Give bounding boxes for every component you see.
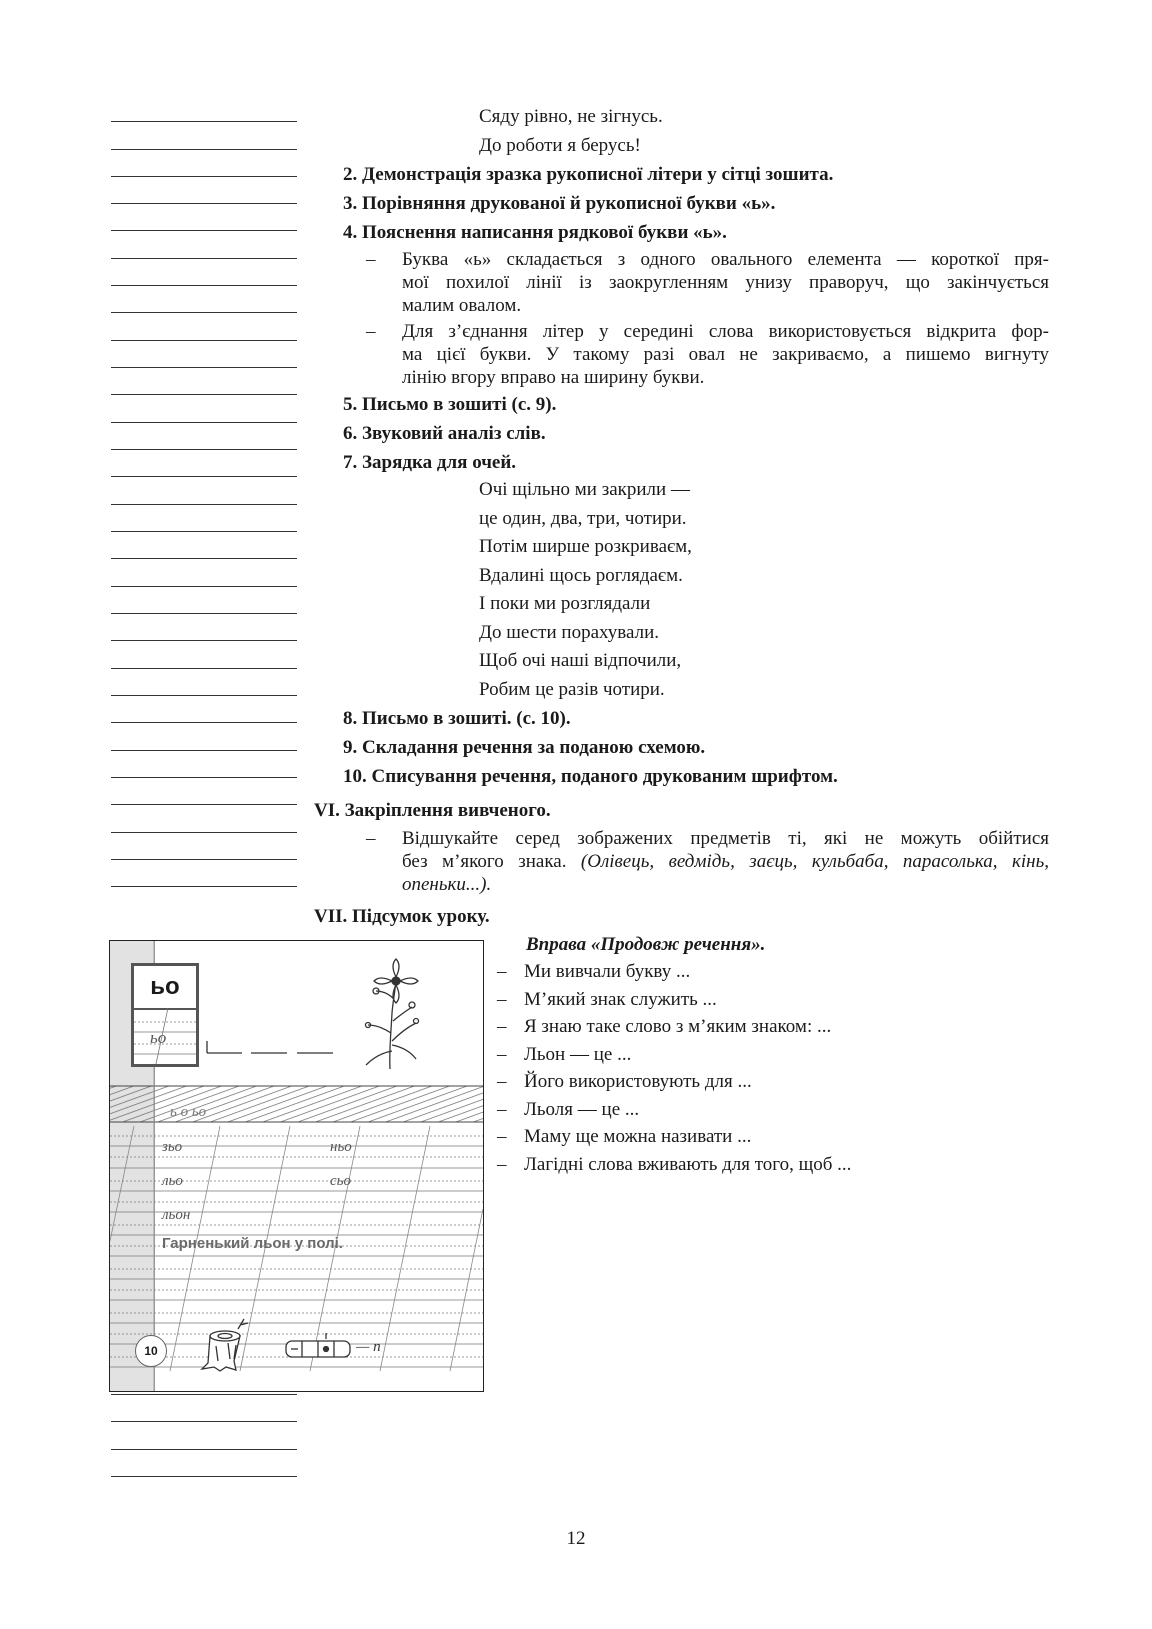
stump-illustration <box>202 1319 248 1371</box>
exercise-paragraph <box>402 827 1049 896</box>
paragraph-line: Буква «ь» складається з одного овального елемента — короткої пря- <box>402 249 1049 270</box>
margin-line <box>111 230 297 231</box>
paragraph-line <box>402 850 1049 873</box>
lesson-step: 4. Пояснення написання рядкової букви «ь». <box>343 222 727 243</box>
margin-line <box>111 1449 297 1450</box>
dash-bullet: – <box>497 1071 507 1092</box>
script-word: сьо <box>330 1173 351 1189</box>
paragraph-line: лінію вгору вправо на ширину букви. <box>402 367 705 388</box>
dash-bullet: – <box>497 1016 507 1037</box>
margin-line <box>111 613 297 614</box>
dash-bullet: – <box>497 1099 507 1120</box>
margin-line <box>111 531 297 532</box>
lesson-step: 3. Порівняння друкованої й рукописної букви «ь». <box>343 193 776 214</box>
dash-bullet: – <box>497 961 507 982</box>
poem-line: Вдалині щось роглядаєм. <box>479 565 683 586</box>
dash-bullet: – <box>366 828 376 849</box>
workbook-page-number: 10 <box>135 1335 167 1367</box>
exercise-item: Його використовують для ... <box>524 1071 752 1092</box>
exercise-item: М’який знак служить ... <box>524 989 717 1010</box>
dash-bullet: – <box>497 1126 507 1147</box>
lesson-step: 10. Списування речення, поданого друкованим шрифтом. <box>343 766 838 787</box>
margin-line <box>111 476 297 477</box>
lesson-step: 9. Складання речення за поданою схемою. <box>343 737 706 758</box>
paragraph-line: мої похилої лінії із заокругленням унизу праворуч, що закінчується <box>402 272 1049 293</box>
margin-line <box>111 832 297 833</box>
workbook-sentence: Гарненький льон у полі. <box>162 1235 343 1252</box>
dash-bullet: – <box>497 1044 507 1065</box>
exercise-item: Льон — це ... <box>524 1044 632 1065</box>
exercise-item: Я знаю таке слово з м’яким знаком: ... <box>524 1016 832 1037</box>
paragraph-line: ма цієї букви. У такому разі овал не закриваємо, а пишемо вигнуту <box>402 344 1049 365</box>
dash-bullet: – <box>366 321 376 342</box>
margin-line <box>111 804 297 805</box>
margin-line <box>111 558 297 559</box>
dash-bullet: – <box>497 989 507 1010</box>
margin-line <box>111 586 297 587</box>
exercise-item: Маму ще можна називати ... <box>524 1126 752 1147</box>
margin-line <box>111 340 297 341</box>
word-scheme <box>286 1333 350 1357</box>
explanation-paragraph <box>402 248 1049 317</box>
lesson-step: 7. Зарядка для очей. <box>343 452 517 473</box>
margin-line <box>111 312 297 313</box>
exercise-item: Льоля — це ... <box>524 1099 640 1120</box>
lesson-step: 8. Письмо в зошиті. (с. 10). <box>343 708 571 729</box>
section-heading: VI. Закріплення вивченого. <box>314 800 551 821</box>
paragraph-text: без м’якого знака. <box>402 851 581 872</box>
margin-line <box>111 149 297 150</box>
margin-line <box>111 668 297 669</box>
lesson-step: 5. Письмо в зошиті (с. 9). <box>343 394 557 415</box>
margin-line <box>111 777 297 778</box>
script-row: ь о ьо <box>170 1104 207 1120</box>
workbook-page-image <box>109 940 484 1392</box>
exercise-item: Лагідні слова вживають для того, щоб ... <box>524 1154 852 1175</box>
script-word: льон <box>162 1207 191 1223</box>
poem-line: До роботи я берусь! <box>479 135 641 156</box>
margin-line <box>111 258 297 259</box>
margin-line <box>111 1421 297 1422</box>
margin-line <box>111 859 297 860</box>
margin-line <box>111 394 297 395</box>
poem-line: Робим це разів чотири. <box>479 679 665 700</box>
margin-line <box>111 1394 297 1395</box>
margin-line <box>111 750 297 751</box>
poem-line: Потім ширше розкриваєм, <box>479 536 692 557</box>
paragraph-line: Для з’єднання літер у середині слова використовується відкрита фор- <box>402 321 1049 342</box>
margin-line <box>111 722 297 723</box>
exercise-title: Вправа «Продовж речення». <box>526 934 766 955</box>
explanation-paragraph <box>402 320 1049 389</box>
margin-line <box>111 449 297 450</box>
poem-line: це один, два, три, чотири. <box>479 508 687 529</box>
poem-line: До шести порахували. <box>479 622 659 643</box>
script-word: зьо <box>162 1139 183 1155</box>
example-words: опеньки...). <box>402 874 492 895</box>
margin-line <box>111 422 297 423</box>
hatched-band <box>110 1086 483 1122</box>
poem-line: Очі щільно ми закрили — <box>479 479 690 500</box>
section-heading: VII. Підсумок уроку. <box>314 906 490 927</box>
poem-line: Щоб очі наші відпочили, <box>479 650 682 671</box>
page-number: 12 <box>566 1528 586 1549</box>
lesson-step: 2. Демонстрація зразка рукописної літери у сітці зошита. <box>343 164 834 185</box>
paragraph-line: малим овалом. <box>402 295 522 316</box>
script-word: льо <box>162 1173 183 1189</box>
letter-card <box>131 963 199 1067</box>
margin-line <box>111 886 297 887</box>
dash-bullet: – <box>366 249 376 270</box>
lesson-step: 6. Звуковий аналіз слів. <box>343 423 546 444</box>
example-words: (Олівець, ведмідь, заєць, кульбаба, парасолька, кінь, <box>580 851 1049 872</box>
poem-line: Сяду рівно, не зігнусь. <box>479 106 663 127</box>
margin-line <box>111 121 297 122</box>
printed-letters: ьо <box>134 966 196 1010</box>
script-letters: ьо <box>150 1028 167 1047</box>
margin-line <box>111 640 297 641</box>
margin-line <box>111 1476 297 1477</box>
margin-line <box>111 203 297 204</box>
poem-line: І поки ми розглядали <box>479 593 651 614</box>
exercise-item: Ми вивчали букву ... <box>524 961 691 982</box>
paragraph-line: Відшукайте серед зображених предметів ті, які не можуть обійтися <box>402 828 1049 849</box>
margin-line <box>111 176 297 177</box>
flower-illustration <box>366 959 419 1069</box>
margin-line <box>111 285 297 286</box>
margin-line <box>111 367 297 368</box>
dash-bullet: – <box>497 1154 507 1175</box>
scheme-tail: — п <box>356 1339 381 1355</box>
script-word: ньо <box>330 1139 352 1155</box>
margin-line <box>111 504 297 505</box>
margin-line <box>111 695 297 696</box>
